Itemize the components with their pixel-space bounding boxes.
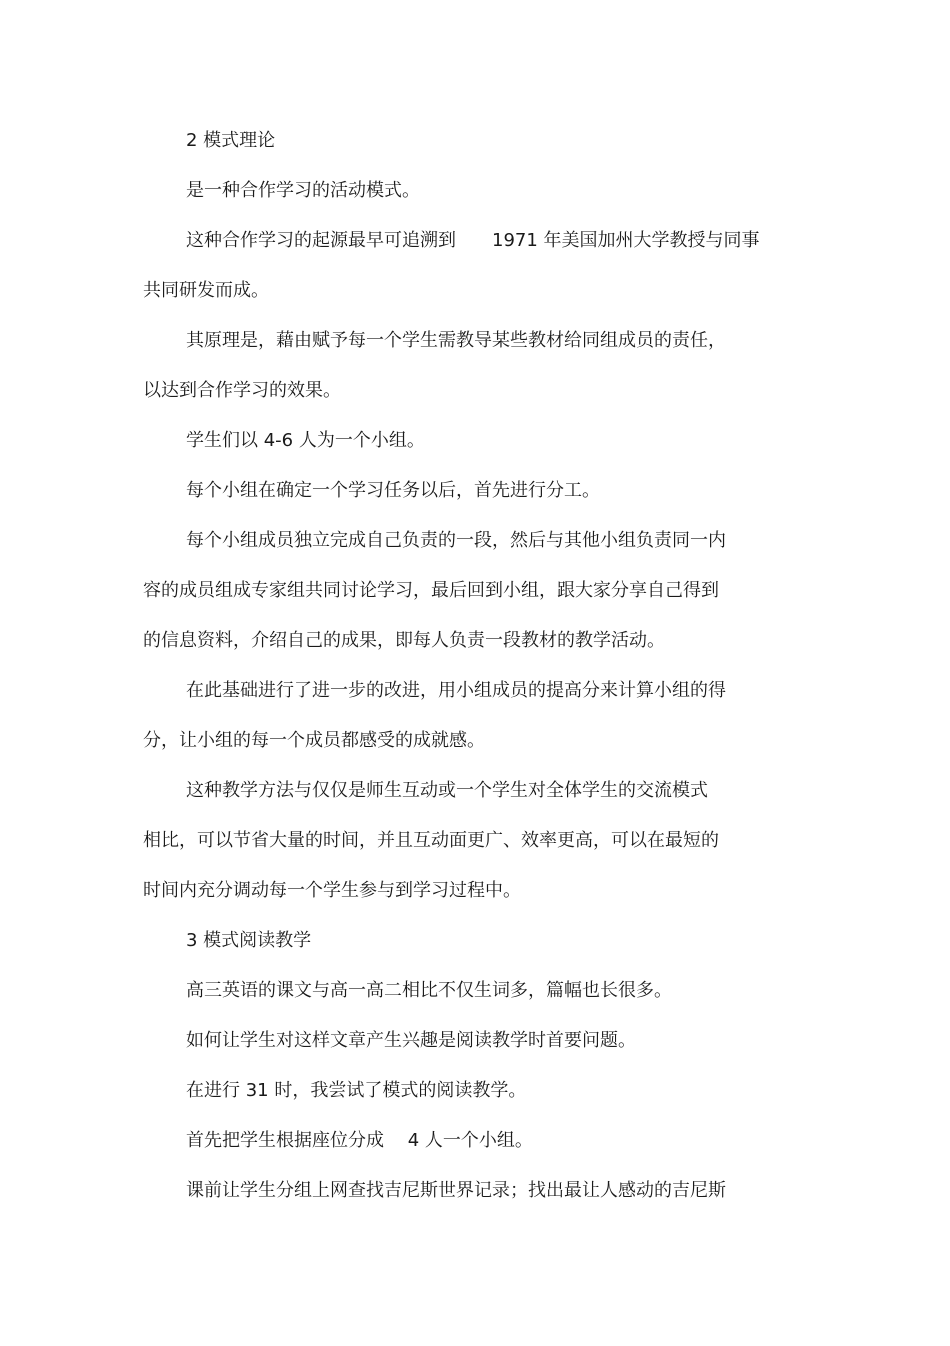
paragraph-line: 的信息资料，介绍自己的成果，即每人负责一段教材的教学活动。 xyxy=(143,630,665,651)
paragraph-line: 首先把学生根据座位分成 4 人一个小组。 xyxy=(186,1130,533,1151)
paragraph-line: 高三英语的课文与高一高二相比不仅生词多，篇幅也长很多。 xyxy=(186,980,672,1001)
paragraph-line: 这种合作学习的起源最早可追溯到 1971 年美国加州大学教授与同事 xyxy=(186,230,760,251)
section-heading: 3 模式阅读教学 xyxy=(186,930,312,951)
paragraph-line: 每个小组在确定一个学习任务以后，首先进行分工。 xyxy=(186,480,600,501)
paragraph-line: 学生们以 4-6 人为一个小组。 xyxy=(186,430,425,451)
paragraph-line: 是一种合作学习的活动模式。 xyxy=(186,180,420,201)
paragraph-line: 分，让小组的每一个成员都感受的成就感。 xyxy=(143,730,485,751)
paragraph-line: 在进行 31 时，我尝试了模式的阅读教学。 xyxy=(186,1080,527,1101)
paragraph-line: 以达到合作学习的效果。 xyxy=(143,380,341,401)
paragraph-line: 在此基础进行了进一步的改进，用小组成员的提高分来计算小组的得 xyxy=(186,680,726,701)
paragraph-line: 相比，可以节省大量的时间，并且互动面更广、效率更高，可以在最短的 xyxy=(143,830,719,851)
paragraph-line: 这种教学方法与仅仅是师生互动或一个学生对全体学生的交流模式 xyxy=(186,780,708,801)
paragraph-line: 容的成员组成专家组共同讨论学习，最后回到小组，跟大家分享自己得到 xyxy=(143,580,719,601)
paragraph-line: 共同研发而成。 xyxy=(143,280,269,301)
paragraph-line: 课前让学生分组上网查找吉尼斯世界记录；找出最让人感动的吉尼斯 xyxy=(186,1180,726,1201)
paragraph-line: 时间内充分调动每一个学生参与到学习过程中。 xyxy=(143,880,521,901)
paragraph-line: 其原理是，藉由赋予每一个学生需教导某些教材给同组成员的责任， xyxy=(186,330,726,351)
paragraph-line: 每个小组成员独立完成自己负责的一段，然后与其他小组负责同一内 xyxy=(186,530,726,551)
section-heading: 2 模式理论 xyxy=(186,130,276,151)
paragraph-line: 如何让学生对这样文章产生兴趣是阅读教学时首要问题。 xyxy=(186,1030,636,1051)
